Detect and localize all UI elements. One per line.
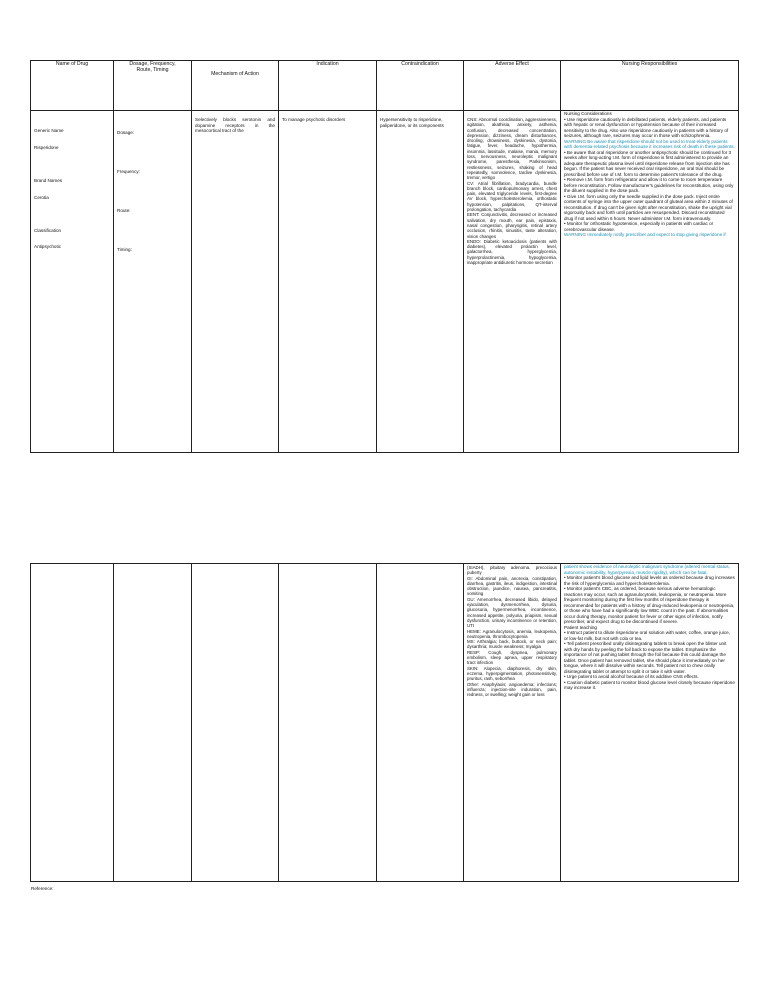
frequency-label: Frequency: bbox=[117, 169, 140, 175]
indication-text: To manage psychotic disorders bbox=[282, 117, 346, 122]
mechanism-cell bbox=[192, 111, 279, 453]
nursing-cell bbox=[561, 111, 739, 453]
nursing-paragraph: • Monitor patient's blood glucose and lipid levels as ordered because drug increases the risk of hyperglycemia and hypercholesterolemia. bbox=[564, 575, 737, 586]
content-row bbox=[31, 111, 739, 453]
header-dosage: Dosage, Frequency, Route, Timing bbox=[114, 61, 192, 111]
indication-cell-p2 bbox=[279, 564, 377, 882]
contraindication-text: Hypersensitivity to risperidone, paliperidone, or its components bbox=[380, 117, 444, 128]
nursing-paragraph: Patient teaching bbox=[564, 624, 597, 630]
generic-name-label: Generic Name bbox=[34, 128, 64, 134]
nursing-paragraph: • Urge patient to avoid alcohol because of its additive CNS effects. bbox=[564, 674, 699, 679]
adverse-effect-cell-p2 bbox=[464, 564, 561, 882]
nursing-paragraph: • Give I.M. form using only the needle supplied in the dose pack. Inject entire contents of syringe into the upper outer quadrant of gluteal area within 2 minutes of reconstitution. If drug can't be given right after reconstitution, shake the upright vial vigorously back and forth until particles are resuspended. Discard reconstituted drug if not used within 6 hours. Never administer I.M. form intravenously. bbox=[564, 193, 735, 221]
indication-cell bbox=[279, 111, 377, 453]
mechanism-cell-p2 bbox=[192, 564, 279, 882]
nursing-paragraph: • Monitor for orthostatic hypotension, especially in patients with cardiac or cerebrovascular disease. bbox=[564, 221, 715, 232]
nursing-paragraph: • Tell patient prescribed orally disintegrating tablets to break open the blister unit with dry hands by peeling the foil back to expose the tablet. Emphasize the importance of not pushing tablet through the foil because this could damage the tablet. Once patient has removed tablet, she should place it immediately on her tongue, where it will dissolve within seconds. Tell patient not to chew orally disintegrating tablet or attempt to split it or take it with water. bbox=[564, 641, 728, 674]
nursing-paragraph: • Use risperidone cautiously in debilitated patients, elderly patients, and patients with hepatic or renal dysfunction or hypotension because of their increased sensitivity to the drug. Also use risperidone cautiously in patients with a history of seizures, although rare, seizures may occur in those with schizophrenia. bbox=[564, 116, 730, 138]
nursing-paragraph: • Monitor patient's CBC, as ordered, because serious adverse hematologic reactions may occur, such as agranulocytosis, leukopenia, or neutropenia. More frequent monitoring during the first few months of risperidone therapy is recommended for patients with a history of drug-induced leukopenia or neutropenia, or those who have had a significantly low WBC count in the past. If abnormalities occur during therapy, monitor patient for fever or other signs of infection, notify prescriber, and expect drug to be discontinued if severe. bbox=[564, 586, 736, 624]
nursing-paragraph: • Caution diabetic patient to monitor blood glucose level closely because risperidone may increase it. bbox=[564, 679, 737, 690]
warning-paragraph: WARNING Be aware that risperidone should not be used to treat elderly patients with dementia-related psychosis because it increases risk of death in these patients. bbox=[564, 138, 735, 149]
dosage-cell-p2 bbox=[114, 564, 192, 882]
header-adverse-effect: Adverse Effect bbox=[464, 61, 561, 111]
header-mechanism: Mechanism of Action bbox=[192, 61, 279, 111]
adverse-effect-text-page-2: (SIADH), pituitary adenoma, precocious puberty GI: Abdominal pain, anorexia, constipation, diarrhea, gastritis, ileus, indigestion, intestinal obstruction, jaundice, nausea, pancreatitis, vomiting GU: Amenorrhea, decreased libido, delayed ejaculation, dysmenorrhea, dysuria, glucosuria, hypermenorrhea, incontinence, increased appetite, polyuria, priapism, sexual dysfunction, urinary incontinence or retention, UTI HEME: Agranulocytosis, anemia, leukopenia, neutropenia, thrombocytopenia MS: Arthralgia; back, buttock, or neck pain; dysarthria; muscle weakness; myalgia RESP: Cough, dyspnea, pulmonary embolism, sleep apnea, upper respiratory tract infection SKIN: Alopecia, diaphoresis, dry skin, eczema, hyperpigmentation, photosensitivity, pruritus, rash, seborrhea Other: Anaphylaxis; angioedema; infections; influenza; injection-site induration, pain, redness, or swelling; weight gain or loss bbox=[467, 565, 557, 698]
name-of-drug-cell-p2 bbox=[31, 564, 114, 882]
mechanism-text: Selectively blocks serotonin and dopamine receptors in the mesocortical tract of the bbox=[195, 117, 277, 134]
dosage-label: Dosage: bbox=[117, 130, 135, 136]
brand-names-label: Brand Names bbox=[34, 177, 63, 183]
contraindication-cell-p2 bbox=[377, 564, 464, 882]
nursing-paragraph: • Instruct patient to dilute risperidone oral solution with water, coffee, orange juice, or low-fat milk, but not with cola or tea. bbox=[564, 630, 732, 641]
header-name-of-drug: Name of Drug bbox=[31, 61, 114, 111]
brand-names-value: Cerotia bbox=[34, 194, 49, 200]
nursing-paragraph: Nursing Considerations bbox=[564, 111, 612, 116]
nursing-paragraph: • Remove I.M. form from refrigerator and allow it to come to room temperature before reconstitution. Follow manufacturer's guidelines for reconstitution, using only the diluent supplied in the dose pack. bbox=[564, 177, 735, 193]
nursing-text-page-1 bbox=[561, 111, 738, 238]
nursing-text-page-2 bbox=[561, 564, 738, 691]
drug-study-table-page-1 bbox=[30, 60, 739, 453]
dosage-cell bbox=[114, 111, 192, 453]
timing-label: Timing: bbox=[117, 247, 132, 253]
header-indication: Indication bbox=[279, 61, 377, 111]
adverse-effect-cell bbox=[464, 111, 561, 453]
nursing-paragraph: • Be aware that oral risperidone or another antipsychotic should be continued for 3 weeks after long-acting I.M. form of risperidone is first administered to provide an adequate therapeutic plasma level until risperidone release from injection site has begun. If the patient has never received oral risperidone, an oral trial should be prescribed before use of I.M. form to determine patient's tolerance of the drug. bbox=[564, 149, 733, 177]
warning-paragraph: WARNING Immediately notify prescriber and expect to stop giving risperidone if bbox=[564, 232, 726, 237]
generic-name-value: Risperidone bbox=[34, 144, 59, 150]
classification-value: Antipsychotic bbox=[34, 244, 62, 250]
drug-study-table-page-2 bbox=[30, 563, 739, 882]
contraindication-cell bbox=[377, 111, 464, 453]
content-row-page-2 bbox=[31, 564, 739, 882]
classification-label: Classification bbox=[34, 227, 62, 233]
header-contraindication: Contraindication bbox=[377, 61, 464, 111]
warning-paragraph: patient shows evidence of neuroleptic malignant syndrome (altered mental status, autonomic instability, hyperpyrexia, muscle rigidity), which can be fatal. bbox=[564, 564, 732, 575]
name-of-drug-cell bbox=[31, 111, 114, 453]
nursing-cell-p2 bbox=[561, 564, 739, 882]
header-nursing-responsibilities: Nursing Responsibilities bbox=[561, 61, 739, 111]
adverse-effect-text-page-1: CNS: Abnormal coordination, aggressiveness, agitation, akathisia, anxiety, asthenia, confusion, decreased concentration, depression, dizziness, dream disturbances, drooling, drowsiness, dyskinesia, dystonia, fatigue, fever, headache, hypothermia, insomnia, lassitude, malaise, mania, memory loss, nervousness, neuroleptic malignant syndrome, paresthesia, Parkinsonism, restlessness, seizures, shaking of head repeatedly, somnolence, tardive dyskinesia, tremor, vertigo CV: Atrial fibrillation, bradycardia, bundle branch block, cardiopulmonary arrest, chest pain, elevated triglyceride levels, first-degree AV block, hypercholesterolemia, orthostatic hypotension, palpitations, QT-interval prolongation, tachycardia EENT: Conjunctivitis, decreased or increased salivation, dry mouth, ear pain, epistaxis, nasal congestion, pharyngitis, retinal artery occlusion, rhinitis, sinusitis, taste alteration, vision changes ENDO: Diabetic ketoacidosis (patients with diabetes), elevated prolactin level, galactorrhea, hyperglycemia, hyperprolactinemia, hypoglycemia, inappropriate antidiuretic hormone secretion bbox=[467, 117, 557, 266]
header-row bbox=[31, 61, 739, 111]
reference-label: Reference: bbox=[31, 886, 54, 891]
route-label: Route: bbox=[117, 208, 131, 214]
